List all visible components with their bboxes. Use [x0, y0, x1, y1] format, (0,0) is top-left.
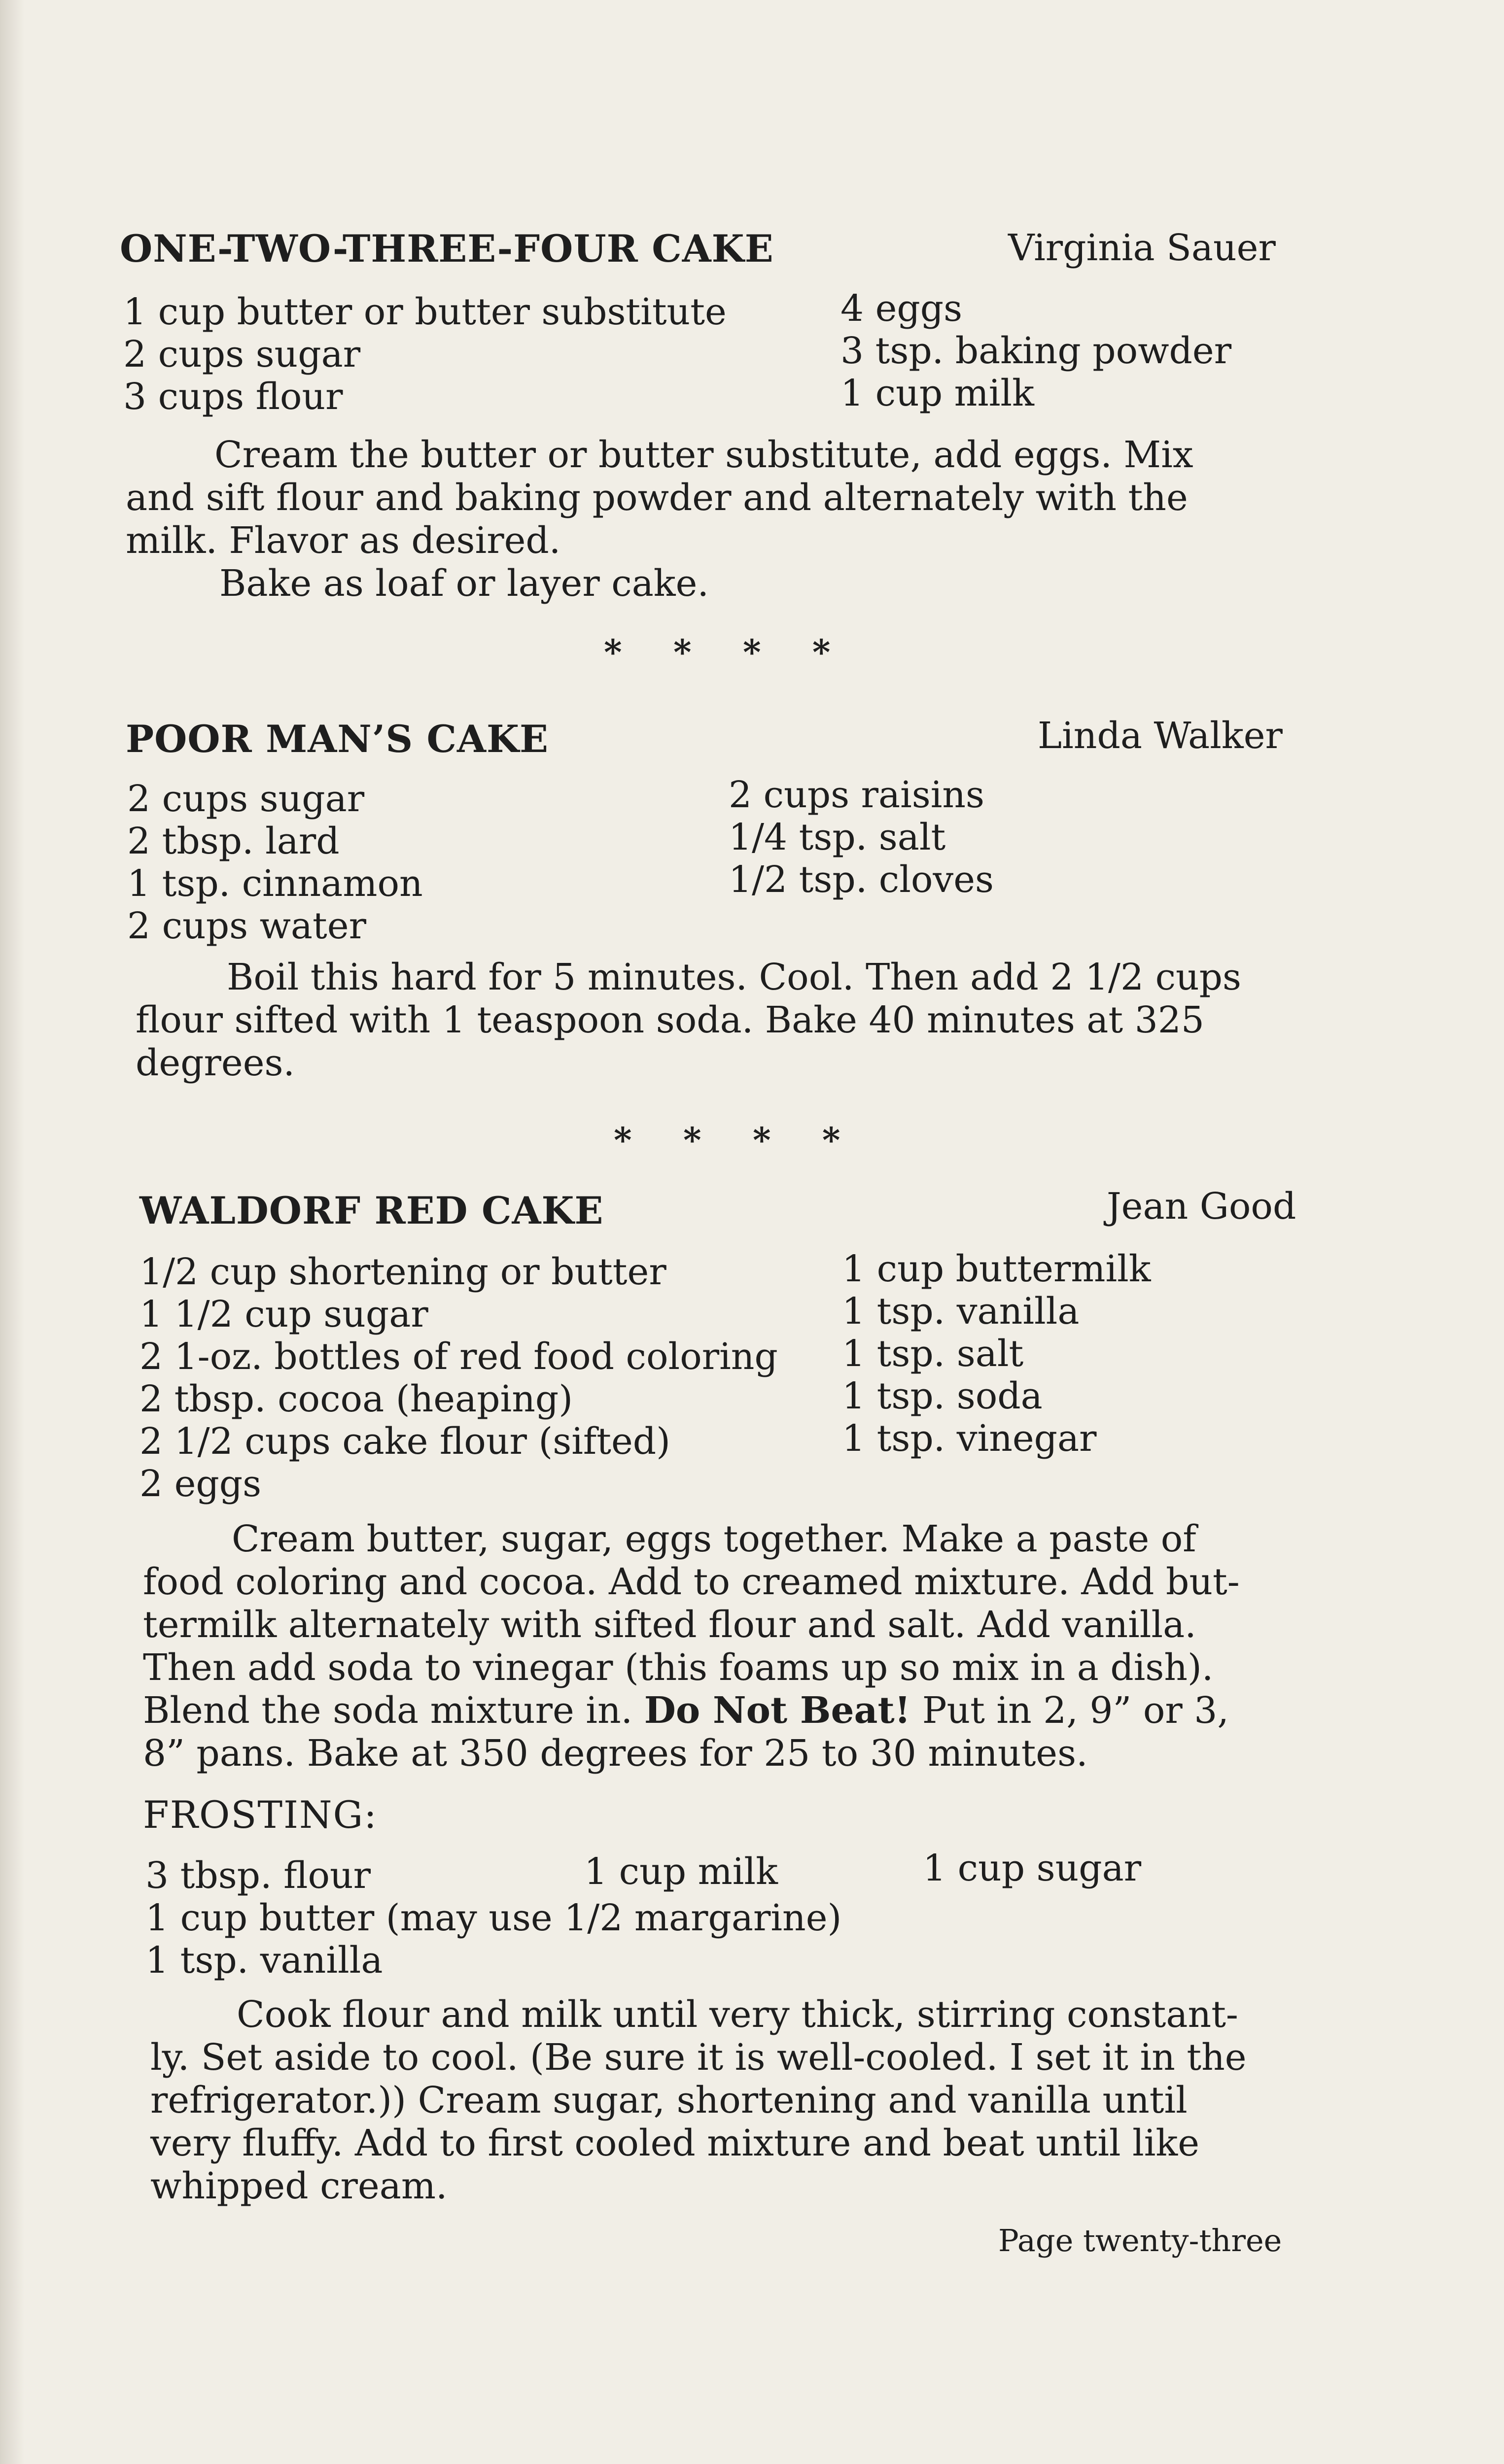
recipe-3-ingredient: 2 tbsp. cocoa (heaping) [140, 1378, 573, 1420]
recipe-2-title: POOR MAN’S CAKE [126, 717, 549, 761]
recipe-3-ingredient: 1 tsp. vinegar [842, 1417, 1097, 1460]
recipe-3-ingredient: 2 1-oz. bottles of red food coloring [140, 1335, 778, 1378]
recipe-3-direction: Put in 2, 9” or 3, [922, 1689, 1229, 1732]
frosting-direction: ly. Set aside to cool. (Be sure it is well-cooled. I set it in the [150, 2036, 1247, 2079]
recipe-1-ingredient: 1 cup milk [840, 372, 1034, 414]
recipe-3-direction-line [143, 1689, 1229, 1732]
frosting-ingredient: 1 tsp. vanilla [145, 1939, 383, 1982]
recipe-3-direction: Then add soda to vinegar (this foams up so mix in a dish). [143, 1646, 1214, 1689]
recipe-1-ingredient: 4 eggs [840, 287, 963, 330]
recipe-3-ingredient: 1 tsp. vanilla [842, 1290, 1080, 1333]
page-edge-shadow [0, 0, 25, 2464]
recipe-2-direction: Boil this hard for 5 minutes. Cool. Then add 2 1/2 cups [227, 956, 1242, 998]
recipe-3-author: Jean Good [1107, 1185, 1296, 1228]
frosting-ingredient: 1 cup sugar [923, 1847, 1142, 1889]
recipe-2-ingredient: 1/2 tsp. cloves [729, 858, 994, 901]
recipe-1-ingredient: 3 cups flour [123, 376, 343, 418]
frosting-ingredient: 1 cup milk [584, 1850, 778, 1893]
recipe-2-ingredient: 1/4 tsp. salt [729, 816, 946, 858]
recipe-3-direction: Blend the soda mixture in. [143, 1689, 633, 1732]
frosting-direction: very fluffy. Add to first cooled mixture and beat until like [150, 2122, 1200, 2164]
recipe-2-direction: flour sifted with 1 teaspoon soda. Bake 40 minutes at 325 [136, 999, 1204, 1041]
frosting-direction: Cook flour and milk until very thick, stirring constant- [237, 1993, 1238, 2036]
recipe-3-direction: food coloring and cocoa. Add to creamed mixture. Add but- [143, 1561, 1240, 1603]
recipe-1-ingredient: 2 cups sugar [123, 333, 361, 376]
recipe-1-direction: milk. Flavor as desired. [126, 519, 561, 562]
recipe-3-direction: Cream butter, sugar, eggs together. Make a paste of [232, 1518, 1196, 1560]
recipe-2-author: Linda Walker [1038, 715, 1283, 757]
recipe-3-ingredient: 1 1/2 cup sugar [140, 1293, 428, 1335]
recipe-3-ingredient: 1 tsp. salt [842, 1333, 1024, 1375]
frosting-ingredient: 1 cup butter (may use 1/2 margarine) [145, 1897, 842, 1939]
recipe-3-ingredient: 2 1/2 cups cake flour (sifted) [140, 1420, 671, 1463]
recipe-1-author: Virginia Sauer [1008, 227, 1276, 269]
recipe-3-title: WALDORF RED CAKE [140, 1189, 604, 1232]
frosting-direction: whipped cream. [150, 2165, 448, 2207]
frosting-ingredient: 3 tbsp. flour [145, 1854, 371, 1897]
frosting-heading: FROSTING: [143, 1793, 378, 1837]
recipe-1-direction: Cream the butter or butter substitute, add eggs. Mix [214, 434, 1193, 476]
recipe-2-ingredient: 1 tsp. cinnamon [127, 862, 423, 905]
recipe-2-direction: degrees. [136, 1042, 295, 1084]
page-number: Page twenty-three [998, 2223, 1282, 2259]
recipe-2-ingredient: 2 tbsp. lard [127, 820, 340, 862]
recipe-1-ingredient: 3 tsp. baking powder [840, 330, 1232, 372]
recipe-2-ingredient: 2 cups water [127, 905, 366, 947]
recipe-1-title: ONE-TWO-THREE-FOUR CAKE [120, 227, 774, 271]
recipe-3-ingredient: 1 cup buttermilk [842, 1248, 1151, 1290]
do-not-beat-emphasis: Do Not Beat! [644, 1689, 911, 1732]
frosting-direction: refrigerator.)) Cream sugar, shortening and vanilla until [150, 2079, 1188, 2122]
recipe-2-ingredient: 2 cups sugar [127, 778, 365, 820]
recipe-3-direction: 8” pans. Bake at 350 degrees for 25 to 30 minutes. [143, 1732, 1088, 1775]
recipe-3-ingredient: 2 eggs [140, 1463, 262, 1505]
recipe-3-direction: termilk alternately with sifted flour and salt. Add vanilla. [143, 1604, 1196, 1646]
recipe-1-direction: Bake as loaf or layer cake. [219, 562, 709, 605]
recipe-1-direction: and sift flour and baking powder and alternately with the [126, 477, 1188, 519]
recipe-2-ingredient: 2 cups raisins [729, 774, 985, 816]
separator-stars: * * * * [614, 1120, 860, 1161]
recipe-1-ingredient: 1 cup butter or butter substitute [123, 291, 727, 333]
separator-stars: * * * * [604, 632, 850, 673]
recipe-3-ingredient: 1 tsp. soda [842, 1375, 1043, 1417]
recipe-3-ingredient: 1/2 cup shortening or butter [140, 1251, 666, 1293]
